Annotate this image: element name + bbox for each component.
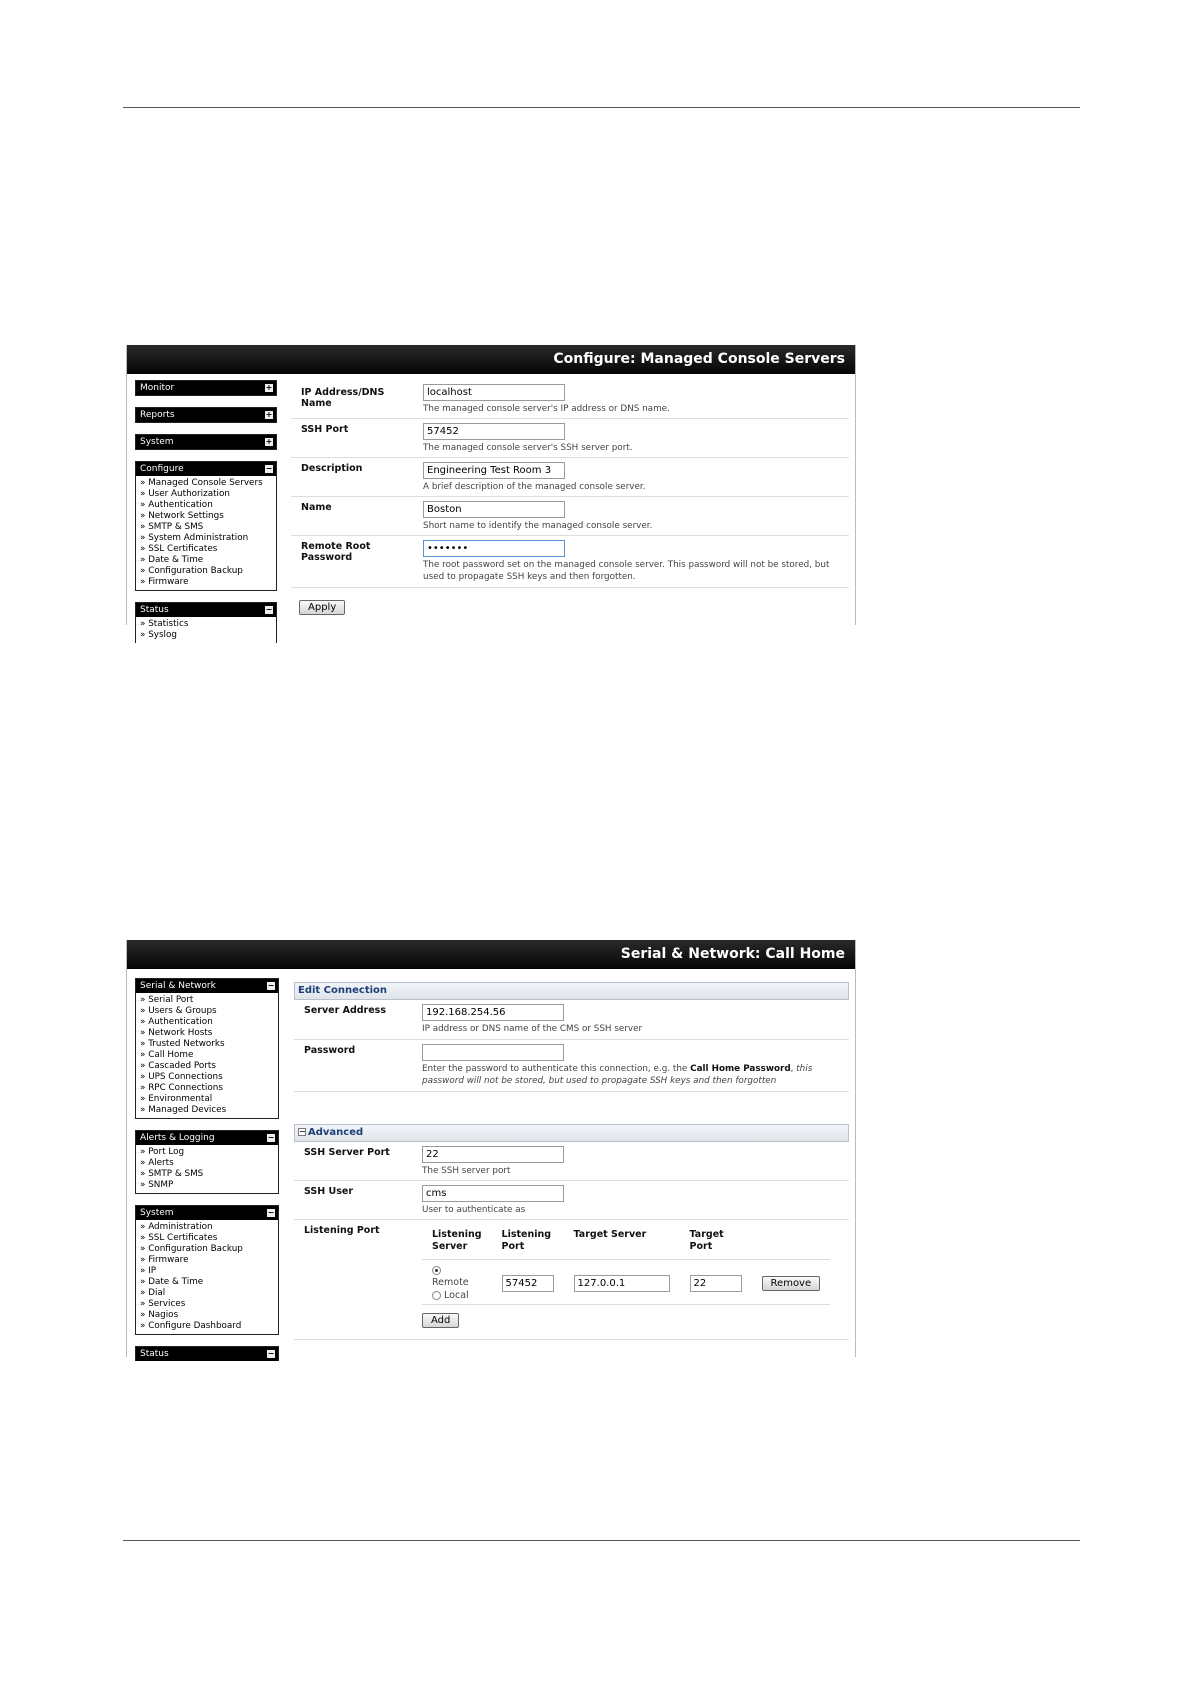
collapse-icon[interactable]: − [267, 1133, 275, 1142]
sidebar-group-header[interactable] [136, 979, 278, 993]
screenshot-call-home [126, 940, 856, 1357]
server-address-row [294, 1000, 849, 1040]
sidebar-item[interactable]: » Services [140, 1299, 275, 1310]
listening-port-label: Listening Port [304, 1225, 380, 1236]
sidebar-item[interactable]: » Date & Time [140, 1277, 275, 1288]
remote-root-password-row [291, 536, 849, 588]
description-input[interactable] [423, 462, 565, 479]
ssh-port-label: SSH Port [301, 424, 349, 435]
local-radio-label: Local [444, 1290, 469, 1301]
target-server-input[interactable] [574, 1275, 670, 1292]
sidebar-item[interactable]: » System Administration [140, 533, 273, 544]
sidebar-item[interactable]: » Network Settings [140, 511, 273, 522]
ssh-server-port-input[interactable] [422, 1146, 564, 1163]
target-port-input[interactable] [690, 1275, 742, 1292]
sidebar-item[interactable]: » Configuration Backup [140, 566, 273, 577]
listening-port-table [422, 1226, 830, 1305]
ip-address-label: IP Address/DNS Name [301, 387, 385, 409]
remote-radio-label: Remote [432, 1277, 469, 1288]
ssh-user-input[interactable] [422, 1185, 564, 1202]
ssh-port-input[interactable] [423, 423, 565, 440]
sidebar-item[interactable]: » Statistics [140, 619, 273, 630]
sidebar-item[interactable]: » Configure Dashboard [140, 1321, 275, 1332]
ssh-server-port-label: SSH Server Port [304, 1147, 390, 1158]
sidebar-group-title: Configure [140, 464, 184, 474]
sidebar-item[interactable]: » Firmware [140, 577, 273, 588]
sidebar-item[interactable]: » Environmental [140, 1094, 275, 1105]
ssh-port-help: The managed console server's SSH server port. [423, 443, 633, 453]
sidebar-group-header[interactable] [136, 603, 276, 617]
expand-icon[interactable]: + [265, 437, 273, 446]
page-title: Serial & Network: Call Home [127, 940, 855, 969]
sidebar-group-title: Alerts & Logging [140, 1133, 215, 1143]
collapse-icon[interactable]: − [267, 1208, 275, 1217]
sidebar-group [135, 434, 277, 450]
collapse-icon[interactable]: − [267, 981, 275, 990]
sidebar-group-title: System [140, 1208, 174, 1218]
password-input[interactable] [422, 1044, 564, 1061]
sidebar-item[interactable]: » IP [140, 1266, 275, 1277]
sidebar-item[interactable]: » UPS Connections [140, 1072, 275, 1083]
sidebar [135, 978, 279, 1361]
name-label: Name [301, 502, 332, 513]
ssh-user-label: SSH User [304, 1186, 354, 1197]
collapse-icon[interactable]: − [265, 605, 273, 614]
sidebar-group [135, 978, 279, 1119]
password-help: Enter the password to authenticate this connection, e.g. the Call Home Password, this password will not be stored, but used to propagate SSH keys and then forgotten [422, 1064, 813, 1086]
sidebar-group-header[interactable] [136, 1347, 278, 1361]
server-address-label: Server Address [304, 1005, 386, 1016]
listening-server-header: Listening Server [422, 1226, 492, 1260]
page-top-rule [123, 107, 1080, 108]
advanced-section: − Advanced [294, 1124, 849, 1142]
sidebar-group-title: Reports [140, 410, 175, 420]
sidebar-group [135, 1130, 279, 1194]
sidebar-group-header[interactable] [136, 381, 276, 395]
name-help: Short name to identify the managed console server. [423, 521, 653, 531]
listening-port-header: Listening Port [492, 1226, 564, 1260]
page-bottom-rule [123, 1540, 1080, 1541]
sidebar-group [135, 407, 277, 423]
remote-root-password-help: The root password set on the managed console server. This password will not be stored, but used to propagate SSH keys and then forgotten. [423, 560, 830, 582]
ssh-server-port-help: The SSH server port [422, 1166, 511, 1176]
password-label: Password [304, 1045, 356, 1056]
sidebar-item[interactable]: » Port Log [140, 1147, 275, 1158]
call-home-form [294, 982, 849, 1340]
sidebar-item[interactable]: » Network Hosts [140, 1028, 275, 1039]
sidebar-group-header[interactable] [136, 462, 276, 476]
listening-port-row [294, 1220, 849, 1340]
sidebar-item[interactable]: » RPC Connections [140, 1083, 275, 1094]
sidebar-item[interactable]: » Users & Groups [140, 1006, 275, 1017]
ip-address-row [291, 380, 849, 419]
name-input[interactable] [423, 501, 565, 518]
server-address-input[interactable] [422, 1004, 564, 1021]
remote-root-password-input[interactable] [423, 540, 565, 557]
sidebar-item[interactable]: » Date & Time [140, 555, 273, 566]
description-help: A brief description of the managed console server. [423, 482, 646, 492]
sidebar-group-title: Monitor [140, 383, 175, 393]
screenshot-managed-console-servers [126, 345, 856, 640]
sidebar [135, 380, 277, 643]
sidebar-item[interactable]: » SNMP [140, 1180, 275, 1191]
sidebar-group [135, 602, 277, 643]
sidebar-group-header[interactable] [136, 408, 276, 422]
ssh-server-port-row [294, 1142, 849, 1181]
server-address-help: IP address or DNS name of the CMS or SSH server [422, 1024, 643, 1034]
sidebar-group-header[interactable] [136, 1206, 278, 1220]
sidebar-item[interactable]: » Call Home [140, 1050, 275, 1061]
local-radio[interactable] [432, 1291, 441, 1300]
sidebar-group [135, 380, 277, 396]
table-row [422, 1260, 830, 1305]
expand-icon[interactable]: + [265, 383, 273, 392]
description-row [291, 458, 849, 497]
sidebar-item[interactable]: » SSL Certificates [140, 1233, 275, 1244]
description-label: Description [301, 463, 363, 474]
remove-button[interactable]: Remove [762, 1276, 821, 1291]
sidebar-group [135, 1346, 279, 1361]
managed-console-server-form [291, 380, 849, 615]
sidebar-group-title: Status [140, 605, 169, 615]
collapse-icon[interactable]: − [267, 1349, 275, 1358]
sidebar-item[interactable]: » Alerts [140, 1158, 275, 1169]
sidebar-item[interactable]: » SMTP & SMS [140, 1169, 275, 1180]
collapse-icon[interactable]: − [265, 464, 273, 473]
edit-connection-section: Edit Connection [294, 982, 849, 1000]
ssh-port-row [291, 419, 849, 458]
name-row [291, 497, 849, 536]
sidebar-item[interactable]: » User Authorization [140, 489, 273, 500]
sidebar-item[interactable]: » SSL Certificates [140, 544, 273, 555]
page-title: Configure: Managed Console Servers [127, 345, 855, 374]
sidebar-item[interactable]: » Administration [140, 1222, 275, 1233]
sidebar-item[interactable]: » Managed Devices [140, 1105, 275, 1116]
sidebar-item[interactable]: » Authentication [140, 1017, 275, 1028]
expand-icon[interactable]: + [265, 410, 273, 419]
password-row [294, 1040, 849, 1092]
ip-address-help: The managed console server's IP address or DNS name. [423, 404, 670, 414]
sidebar-group [135, 1205, 279, 1335]
sidebar-group [135, 461, 277, 591]
target-port-header: Target Port [680, 1226, 752, 1260]
add-button[interactable]: Add [422, 1313, 459, 1328]
sidebar-item[interactable]: » Dial [140, 1288, 275, 1299]
sidebar-item[interactable]: » Configuration Backup [140, 1244, 275, 1255]
sidebar-group-title: Serial & Network [140, 981, 216, 991]
sidebar-item[interactable]: » Authentication [140, 500, 273, 511]
sidebar-group-title: Status [140, 1349, 169, 1359]
ssh-user-help: User to authenticate as [422, 1205, 526, 1215]
collapse-icon[interactable]: − [299, 1127, 306, 1136]
remote-root-password-label: Remote Root Password [301, 541, 371, 563]
sidebar-group-title: System [140, 437, 174, 447]
sidebar-group-header[interactable] [136, 1131, 278, 1145]
ip-address-input[interactable] [423, 384, 565, 401]
target-server-header: Target Server [564, 1226, 680, 1260]
sidebar-item[interactable]: » Serial Port [140, 995, 275, 1006]
ssh-user-row [294, 1181, 849, 1220]
sidebar-item[interactable]: » Managed Console Servers [140, 478, 273, 489]
apply-button[interactable]: Apply [299, 600, 345, 615]
sidebar-item[interactable]: » Firmware [140, 1255, 275, 1266]
sidebar-item[interactable]: » Trusted Networks [140, 1039, 275, 1050]
sidebar-item[interactable]: » Nagios [140, 1310, 275, 1321]
sidebar-item[interactable]: » Syslog [140, 630, 273, 641]
sidebar-group-header[interactable] [136, 435, 276, 449]
remote-radio[interactable] [432, 1266, 441, 1275]
sidebar-item[interactable]: » SMTP & SMS [140, 522, 273, 533]
sidebar-item[interactable]: » Cascaded Ports [140, 1061, 275, 1072]
listening-port-input[interactable] [502, 1275, 554, 1292]
